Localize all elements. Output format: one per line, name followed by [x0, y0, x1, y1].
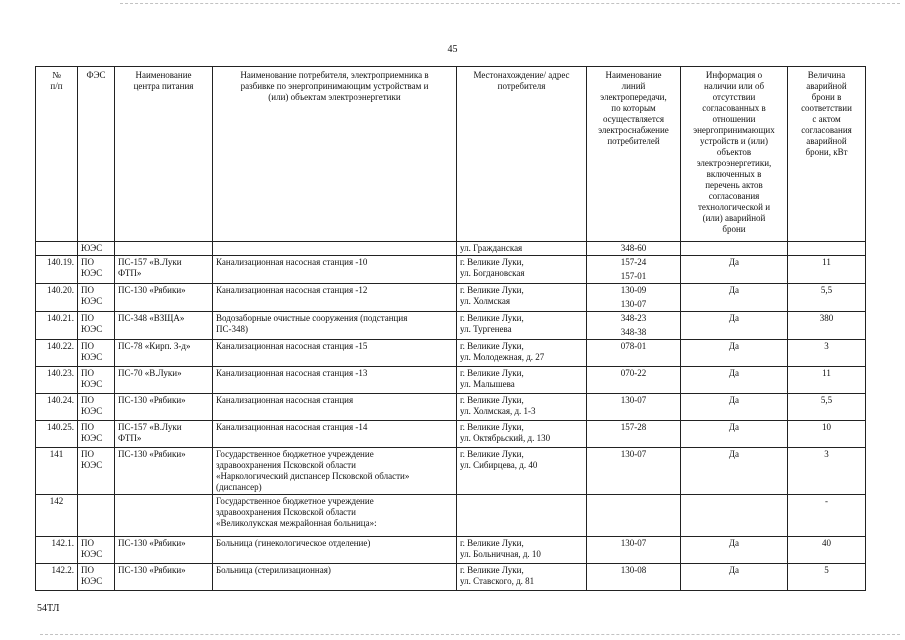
scan-edge-bottom: [40, 634, 900, 635]
row-reserve-value-cell: 40: [788, 537, 866, 564]
row-fes-cell: ПО ЮЭС: [78, 421, 115, 448]
row-power-lines-cell: [587, 256, 681, 284]
row-address-cell: г. Великие Луки, ул. Малышева: [457, 367, 587, 394]
row-power-center-cell: ПС-130 «Рябики»: [115, 564, 213, 591]
row-agreement-info-cell: Да: [681, 284, 788, 312]
row-address-cell: ул. Гражданская: [457, 242, 587, 256]
power-line-code: 348-23: [620, 313, 647, 323]
table-row: [36, 448, 866, 495]
row-consumer-cell: Канализационная насосная станция -14: [213, 421, 457, 448]
row-fes-cell: ПО ЮЭС: [78, 367, 115, 394]
row-power-center-cell: ПС-130 «Рябики»: [115, 394, 213, 421]
table-row: [36, 537, 866, 564]
row-consumer-cell: Канализационная насосная станция -15: [213, 340, 457, 367]
table-row: [36, 564, 866, 591]
power-line-code: 157-28: [620, 422, 647, 432]
row-agreement-info-cell: Да: [681, 421, 788, 448]
row-agreement-info-cell: Да: [681, 340, 788, 367]
power-line-code: 130-07: [620, 538, 647, 548]
power-line-code: 157-01: [620, 271, 647, 281]
row-number-cell: 140.19.: [36, 256, 78, 284]
row-number-cell: 140.24.: [36, 394, 78, 421]
row-power-lines-cell: [587, 340, 681, 367]
power-line-code: 070-22: [620, 368, 647, 378]
power-line-code: 130-08: [620, 565, 647, 575]
row-reserve-value-cell: 11: [788, 256, 866, 284]
row-number-cell: 140.22.: [36, 340, 78, 367]
page-number: 45: [447, 44, 458, 55]
row-agreement-info-cell: Да: [681, 448, 788, 495]
power-line-code: 130-09: [620, 285, 647, 295]
row-number-cell: 140.21.: [36, 312, 78, 340]
header-consumer: Наименование потребителя, электроприемника в разбивке по энергопринимающим устройствам и (или) объектам электроэнергетики: [213, 67, 457, 242]
row-reserve-value-cell: 10: [788, 421, 866, 448]
row-consumer-cell: Канализационная насосная станция -10: [213, 256, 457, 284]
row-fes-cell: ПО ЮЭС: [78, 340, 115, 367]
row-number-cell: 141: [36, 448, 78, 495]
row-reserve-value-cell: 5,5: [788, 284, 866, 312]
power-line-code: 130-07: [620, 449, 647, 459]
row-consumer-cell: Больница (стерилизационная): [213, 564, 457, 591]
row-power-lines-cell: [587, 495, 681, 537]
row-consumer-cell: Канализационная насосная станция -13: [213, 367, 457, 394]
row-fes-cell: ПО ЮЭС: [78, 394, 115, 421]
power-line-code: 130-07: [620, 299, 647, 309]
table-row: [36, 312, 866, 340]
row-power-center-cell: ПС-157 «В.Луки ФТП»: [115, 256, 213, 284]
header-power-center: Наименование центра питания: [115, 67, 213, 242]
row-fes-cell: ЮЭС: [78, 242, 115, 256]
row-address-cell: г. Великие Луки, ул. Тургенева: [457, 312, 587, 340]
row-number-cell: 140.23.: [36, 367, 78, 394]
row-power-center-cell: ПС-70 «В.Луки»: [115, 367, 213, 394]
row-power-center-cell: ПС-130 «Рябики»: [115, 284, 213, 312]
row-address-cell: г. Великие Луки, ул. Холмская: [457, 284, 587, 312]
row-power-lines-cell: [587, 421, 681, 448]
row-agreement-info-cell: Да: [681, 537, 788, 564]
row-reserve-value-cell: 3: [788, 448, 866, 495]
row-power-center-cell: ПС-157 «В.Луки ФТП»: [115, 421, 213, 448]
row-address-cell: г. Великие Луки, ул. Ставского, д. 81: [457, 564, 587, 591]
row-reserve-value-cell: 11: [788, 367, 866, 394]
row-reserve-value-cell: 3: [788, 340, 866, 367]
header-reserve-value: Величина аварийной брони в соответствии с актом согласования аварийной брони, кВт: [788, 67, 866, 242]
row-power-lines-cell: [587, 537, 681, 564]
table-row: [36, 367, 866, 394]
row-address-cell: г. Великие Луки, ул. Молодежная, д. 27: [457, 340, 587, 367]
row-number-cell: 140.25.: [36, 421, 78, 448]
row-power-center-cell: [115, 495, 213, 537]
row-consumer-cell: Больница (гинекологическое отделение): [213, 537, 457, 564]
table-body: [36, 242, 866, 591]
row-number-cell: [36, 242, 78, 256]
row-power-lines-cell: [587, 367, 681, 394]
power-line-code: 348-60: [620, 243, 647, 253]
row-power-center-cell: ПС-78 «Кирп. З-д»: [115, 340, 213, 367]
row-reserve-value-cell: 380: [788, 312, 866, 340]
row-fes-cell: ПО ЮЭС: [78, 448, 115, 495]
table-row: [36, 340, 866, 367]
row-address-cell: г. Великие Луки, ул. Больничная, д. 10: [457, 537, 587, 564]
row-consumer-cell: Государственное бюджетное учреждение здравоохранения Псковской области «Великолукская межрайонная больница»:: [213, 495, 457, 537]
table-row: [36, 421, 866, 448]
table-row: [36, 242, 866, 256]
power-line-code: 157-24: [620, 257, 647, 267]
power-line-code: 078-01: [620, 341, 647, 351]
header-power-lines: Наименование линий электропередачи, по которым осуществляется электроснабжение потребителей: [587, 67, 681, 242]
header-agreement-info: Информация о наличии или об отсутствии согласованных в отношении энергопринимающих устройств и (или) объектов электроэнергетики, включенных в перечень актов согласования технологической и (или) аварийной брони: [681, 67, 788, 242]
row-power-lines-cell: [587, 242, 681, 256]
row-agreement-info-cell: [681, 495, 788, 537]
row-power-lines-cell: [587, 284, 681, 312]
row-power-lines-cell: [587, 564, 681, 591]
row-number-cell: 142: [36, 495, 78, 537]
row-address-cell: г. Великие Луки, ул. Сибирцева, д. 40: [457, 448, 587, 495]
row-consumer-cell: Канализационная насосная станция: [213, 394, 457, 421]
row-power-center-cell: ПС-348 «ВЗЩА»: [115, 312, 213, 340]
header-fes: ФЭС: [78, 67, 115, 242]
row-agreement-info-cell: Да: [681, 564, 788, 591]
row-reserve-value-cell: -: [788, 495, 866, 537]
table-header-row: [36, 67, 866, 242]
row-consumer-cell: [213, 242, 457, 256]
scan-edge-top: [120, 3, 900, 4]
table-row: [36, 394, 866, 421]
row-power-lines-cell: [587, 448, 681, 495]
row-reserve-value-cell: [788, 242, 866, 256]
power-line-code: 348-38: [620, 327, 647, 337]
row-fes-cell: ПО ЮЭС: [78, 284, 115, 312]
row-number-cell: 140.20.: [36, 284, 78, 312]
header-address: Местонахождение/ адрес потребителя: [457, 67, 587, 242]
row-power-lines-cell: [587, 394, 681, 421]
row-fes-cell: ПО ЮЭС: [78, 537, 115, 564]
row-number-cell: 142.1.: [36, 537, 78, 564]
row-agreement-info-cell: [681, 242, 788, 256]
row-power-center-cell: ПС-130 «Рябики»: [115, 537, 213, 564]
row-consumer-cell: Канализационная насосная станция -12: [213, 284, 457, 312]
table-row: [36, 495, 866, 537]
row-fes-cell: ПО ЮЭС: [78, 312, 115, 340]
row-fes-cell: ПО ЮЭС: [78, 564, 115, 591]
row-address-cell: [457, 495, 587, 537]
row-power-lines-cell: [587, 312, 681, 340]
row-agreement-info-cell: Да: [681, 312, 788, 340]
row-power-center-cell: [115, 242, 213, 256]
row-agreement-info-cell: Да: [681, 394, 788, 421]
row-agreement-info-cell: Да: [681, 367, 788, 394]
row-reserve-value-cell: 5,5: [788, 394, 866, 421]
row-agreement-info-cell: Да: [681, 256, 788, 284]
table-row: [36, 284, 866, 312]
footer-code: 54ТЛ: [37, 603, 60, 614]
row-consumer-cell: Водозаборные очистные сооружения (подстанция ПС-348): [213, 312, 457, 340]
row-power-center-cell: ПС-130 «Рябики»: [115, 448, 213, 495]
row-address-cell: г. Великие Луки, ул. Холмская, д. 1-3: [457, 394, 587, 421]
row-consumer-cell: Государственное бюджетное учреждение здравоохранения Псковской области «Наркологический диспансер Псковской области» (диспансер): [213, 448, 457, 495]
consumer-table: [35, 66, 866, 591]
row-fes-cell: ПО ЮЭС: [78, 256, 115, 284]
table-row: [36, 256, 866, 284]
row-address-cell: г. Великие Луки, ул. Октябрьский, д. 130: [457, 421, 587, 448]
row-reserve-value-cell: 5: [788, 564, 866, 591]
row-fes-cell: [78, 495, 115, 537]
header-number: № п/п: [36, 67, 78, 242]
row-number-cell: 142.2.: [36, 564, 78, 591]
power-line-code: 130-07: [620, 395, 647, 405]
row-address-cell: г. Великие Луки, ул. Богдановская: [457, 256, 587, 284]
